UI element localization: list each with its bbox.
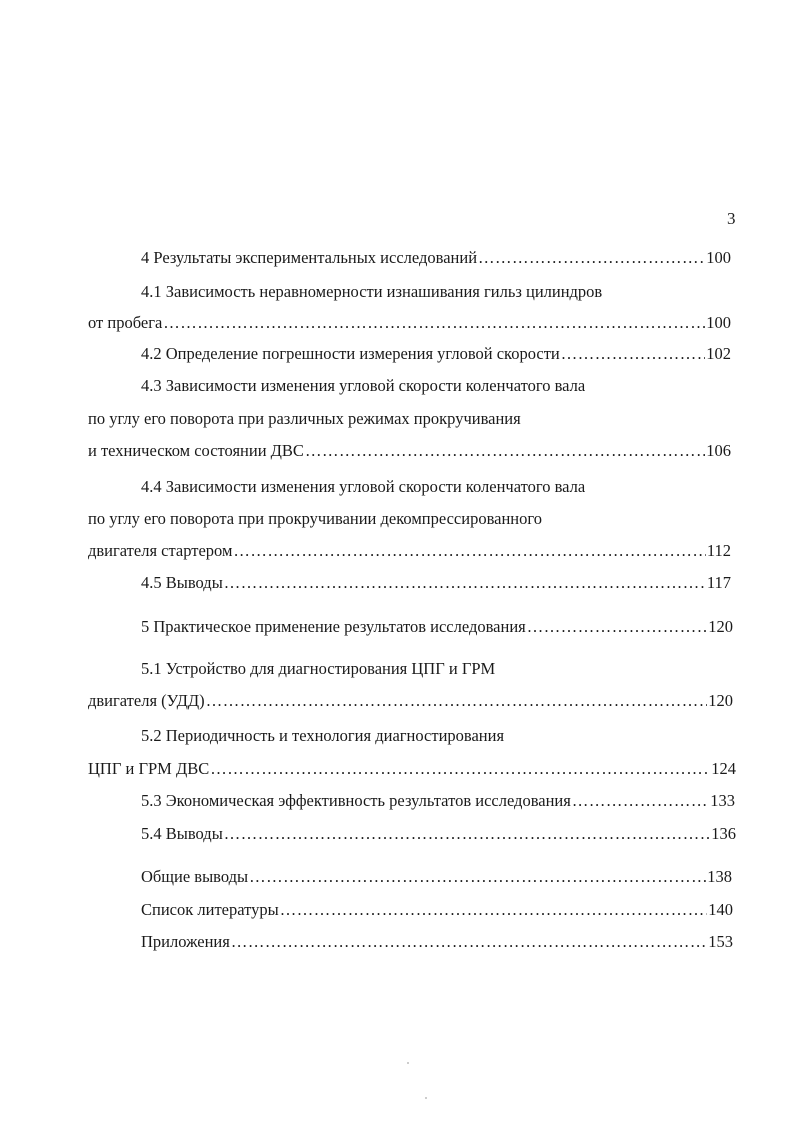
toc-entry-4-4-line1: 4.4 Зависимости изменения угловой скорости коленчатого вала <box>141 477 586 496</box>
dot-leader <box>305 441 705 461</box>
page-number: 3 <box>727 209 736 228</box>
toc-entry-title: 5.4 Выводы <box>141 824 223 843</box>
toc-entry-title: двигателя стартером <box>88 541 233 560</box>
toc-entry-page: 106 <box>706 441 731 460</box>
toc-entry-page: 117 <box>706 573 731 592</box>
toc-entry-appendices <box>141 932 733 952</box>
toc-entry-title: Приложения <box>141 932 230 951</box>
toc-entry-4-1-line2 <box>88 313 731 333</box>
scan-speck <box>425 1097 427 1099</box>
toc-entry-title: 4.5 Выводы <box>141 573 223 592</box>
toc-entry-4-3-line1: 4.3 Зависимости изменения угловой скорости коленчатого вала <box>141 376 586 395</box>
toc-entry-title: ЦПГ и ГРМ ДВС <box>88 759 210 778</box>
dot-leader <box>231 932 707 952</box>
toc-entry-5-4 <box>141 824 736 844</box>
toc-entry-page: 136 <box>711 824 736 843</box>
dot-leader <box>561 344 706 364</box>
toc-entry-page: 100 <box>706 313 731 332</box>
toc-entry-title: 4.2 Определение погрешности измерения угловой скорости <box>141 344 560 363</box>
scan-speck <box>407 1062 409 1064</box>
toc-entry-title: и техническом состоянии ДВС <box>88 441 304 460</box>
toc-entry-title: Список литературы <box>141 900 279 919</box>
toc-entry-page: 120 <box>708 691 733 710</box>
toc-entry-title: 5 Практическое применение результатов исследования <box>141 617 526 636</box>
toc-entry-chapter-4 <box>141 248 731 268</box>
toc-entry-chapter-5 <box>141 617 733 637</box>
toc-entry-4-2 <box>141 344 731 364</box>
toc-entry-page: 140 <box>708 900 733 919</box>
dot-leader <box>206 691 708 711</box>
toc-entry-4-1-line1: 4.1 Зависимость неравномерности изнашивания гильз цилиндров <box>141 282 603 301</box>
toc-entry-5-3 <box>141 791 735 811</box>
dot-leader <box>233 541 705 561</box>
toc-entry-title: от пробега <box>88 313 163 332</box>
toc-entry-5-1-line2 <box>88 691 733 711</box>
dot-leader <box>224 573 706 593</box>
toc-entry-title: 5.3 Экономическая эффективность результатов исследования <box>141 791 571 810</box>
dot-leader <box>249 867 706 887</box>
toc-entry-page: 112 <box>706 541 731 560</box>
toc-entry-conclusions <box>141 867 732 887</box>
toc-entry-page: 133 <box>710 791 735 810</box>
dot-leader <box>572 791 709 811</box>
toc-entry-page: 138 <box>707 867 732 886</box>
toc-entry-page: 102 <box>706 344 731 363</box>
toc-entry-title: двигателя (УДД) <box>88 691 205 710</box>
toc-entry-5-2-line1: 5.2 Периодичность и технология диагностирования <box>141 726 505 745</box>
dot-leader <box>210 759 710 779</box>
toc-entry-4-4-line2: по углу его поворота при прокручивании декомпрессированного <box>88 509 542 528</box>
dot-leader <box>224 824 710 844</box>
toc-entry-title: 4 Результаты экспериментальных исследований <box>141 248 478 267</box>
toc-entry-4-5 <box>141 573 731 593</box>
toc-entry-references <box>141 900 733 920</box>
toc-entry-4-3-line3 <box>88 441 731 461</box>
dot-leader <box>280 900 708 920</box>
toc-entry-5-2-line2 <box>88 759 736 779</box>
toc-entry-page: 124 <box>711 759 736 778</box>
dot-leader <box>478 248 705 268</box>
dot-leader <box>163 313 705 333</box>
toc-entry-4-3-line2: по углу его поворота при различных режимах прокручивания <box>88 409 521 428</box>
toc-entry-page: 153 <box>708 932 733 951</box>
toc-entry-5-1-line1: 5.1 Устройство для диагностирования ЦПГ и ГРМ <box>141 659 496 678</box>
dot-leader <box>527 617 707 637</box>
toc-entry-title: Общие выводы <box>141 867 249 886</box>
toc-entry-page: 100 <box>706 248 731 267</box>
toc-entry-page: 120 <box>708 617 733 636</box>
toc-entry-4-4-line3 <box>88 541 731 561</box>
